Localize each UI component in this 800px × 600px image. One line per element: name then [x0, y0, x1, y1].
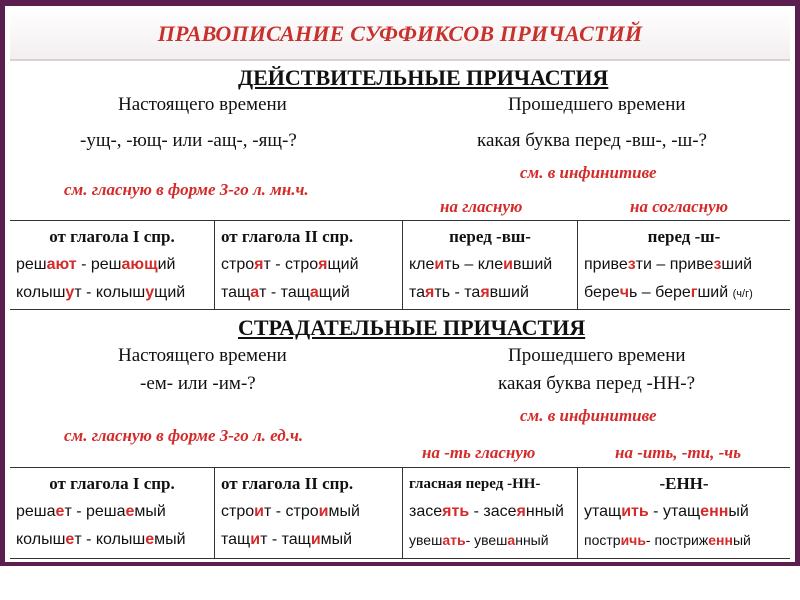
active-present-label: Настоящего времени: [118, 94, 287, 115]
text: ти – приве: [635, 256, 714, 273]
passive-cell-3-head: гласная перед -НН-: [409, 476, 541, 492]
text: - засе: [469, 503, 517, 520]
text: щий: [327, 256, 359, 273]
active-past-sub-consonant: на согласную: [630, 197, 729, 216]
text: т - колыш: [74, 284, 146, 301]
text: тащ: [221, 284, 251, 301]
text: - увеш: [465, 532, 508, 548]
highlight: г: [690, 284, 698, 301]
text: т - реша: [64, 503, 126, 520]
text: ший: [697, 284, 729, 301]
highlight: ять: [442, 503, 470, 520]
active-cell-3-line-1: [409, 251, 571, 279]
active-cell-1: [10, 221, 215, 309]
text: увеш: [409, 532, 443, 548]
text: кле: [409, 256, 435, 273]
page-title: ПРАВОПИСАНИЕ СУФФИКСОВ ПРИЧАСТИЙ: [157, 21, 643, 46]
active-present-hint: см. гласную в форме 3-го л. мн.ч.: [64, 180, 309, 199]
passive-past-question: какая буква перед -НН-?: [498, 373, 696, 394]
active-cell-2-line-1: [221, 251, 396, 279]
highlight: и: [250, 531, 261, 548]
highlight: ать: [442, 532, 466, 548]
highlight: е: [125, 503, 135, 520]
passive-past-sub-vowel: на -ть гласную: [422, 443, 536, 462]
passive-cell-2: [215, 468, 403, 558]
highlight: енн: [700, 503, 729, 520]
text: щий: [154, 284, 186, 301]
text: реша: [16, 503, 56, 520]
text: стро: [221, 256, 255, 273]
active-heading: ДЕЙСТВИТЕЛЬНЫЕ ПРИЧАСТИЯ: [238, 65, 609, 90]
highlight: и: [310, 531, 321, 548]
passive-cell-4-line-2: [584, 526, 784, 554]
active-cell-1-line-1: [16, 251, 208, 279]
highlight: и: [254, 503, 264, 520]
text: засе: [409, 503, 443, 520]
passive-heading: СТРАДАТЕЛЬНЫЕ ПРИЧАСТИЯ: [238, 315, 586, 340]
text: нный: [515, 532, 549, 548]
highlight: а: [507, 532, 516, 548]
page-title-bar: [10, 9, 790, 61]
passive-present-label: Настоящего времени: [118, 345, 287, 366]
highlight: ающ: [121, 256, 158, 273]
text: ый: [732, 532, 751, 548]
highlight: ить: [621, 503, 649, 520]
passive-cell-2-head: от глагола II спр.: [221, 474, 354, 493]
active-cell-3-line-2: [409, 279, 571, 307]
highlight: я: [516, 503, 526, 520]
text: т - тащ: [260, 531, 311, 548]
active-cell-2: [215, 221, 403, 309]
active-cell-4: [578, 221, 790, 309]
text: т - колыш: [74, 531, 146, 548]
active-cell-1-line-2: [16, 279, 208, 307]
passive-cell-4-line-1: [584, 498, 784, 526]
text: реш: [16, 256, 47, 273]
active-cell-4-head: перед -ш-: [647, 227, 721, 246]
passive-cell-4-head: -ЕНН-: [659, 474, 709, 493]
active-past-label: Прошедшего времени: [508, 94, 686, 115]
text: мый: [328, 503, 360, 520]
passive-past-hint: см. в инфинитиве: [520, 406, 657, 425]
text: вший: [489, 284, 529, 301]
passive-cell-2-line-2: [221, 526, 396, 554]
highlight: а: [309, 284, 319, 301]
highlight: а: [250, 284, 260, 301]
passive-cell-1-head: от глагола I спр.: [49, 474, 175, 493]
active-examples-row: [10, 220, 790, 310]
highlight: я: [425, 284, 435, 301]
text: - утащ: [648, 503, 701, 520]
text: вший: [512, 256, 553, 273]
active-cell-4-line-2: [584, 279, 784, 308]
text: колыш: [16, 284, 66, 301]
passive-cell-3-line-1: [409, 498, 571, 526]
passive-cell-3-line-2: [409, 526, 571, 554]
text: т - стро: [263, 256, 319, 273]
text: - реш: [76, 256, 122, 273]
active-past-sub-vowel: на гласную: [440, 197, 523, 216]
text: ть - та: [434, 284, 481, 301]
highlight: е: [145, 531, 155, 548]
passive-past-sub-consonant: на -ить, -ти, -чь: [615, 443, 741, 462]
rules-table: [10, 63, 790, 562]
active-cell-2-line-2: [221, 279, 396, 307]
passive-present-question: -ем- или -им-?: [140, 373, 256, 394]
highlight: з: [713, 256, 722, 273]
text: утащ: [584, 503, 622, 520]
text: мый: [320, 531, 353, 548]
text: щий: [318, 284, 350, 301]
active-cell-2-head: от глагола II спр.: [221, 227, 354, 246]
text: мый: [154, 531, 186, 548]
passive-cell-3: [403, 468, 578, 558]
text: мый: [134, 503, 166, 520]
text: ь – бере: [628, 284, 691, 301]
text: стро: [221, 503, 255, 520]
highlight: ичь: [620, 532, 646, 548]
text: - постриж: [645, 532, 709, 548]
passive-cell-1: [10, 468, 215, 558]
highlight: енн: [708, 532, 733, 548]
highlight: ают: [46, 256, 77, 273]
text: постр: [584, 532, 621, 548]
passive-cell-4: [578, 468, 790, 558]
highlight: и: [318, 503, 329, 520]
highlight: ч: [619, 284, 629, 301]
highlight: я: [318, 256, 328, 273]
passive-past-label: Прошедшего времени: [508, 345, 686, 366]
highlight: з: [627, 256, 636, 273]
highlight: у: [145, 284, 155, 301]
highlight: е: [65, 531, 75, 548]
text: ий: [157, 256, 176, 273]
note: (ч/г): [732, 288, 753, 300]
active-cell-1-head: от глагола I спр.: [49, 227, 175, 246]
highlight: и: [503, 256, 513, 273]
passive-cell-2-line-1: [221, 498, 396, 526]
text: та: [409, 284, 426, 301]
highlight: я: [254, 256, 264, 273]
text: ший: [721, 256, 753, 273]
highlight: и: [434, 256, 445, 273]
passive-cell-1-line-2: [16, 526, 208, 554]
active-cell-3: [403, 221, 578, 309]
highlight: я: [480, 284, 490, 301]
active-cell-3-head: перед -вш-: [449, 227, 531, 246]
passive-cell-1-line-1: [16, 498, 208, 526]
text: т - стро: [263, 503, 319, 520]
active-past-hint: см. в инфинитиве: [520, 163, 657, 182]
passive-examples-row: [10, 467, 790, 559]
text: ый: [728, 503, 749, 520]
text: колыш: [16, 531, 66, 548]
active-past-question: какая буква перед -вш-, -ш-?: [477, 130, 707, 151]
text: приве: [584, 256, 628, 273]
text: нный: [525, 503, 564, 520]
active-cell-4-line-1: [584, 251, 784, 279]
highlight: е: [55, 503, 65, 520]
active-present-question: -ущ-, -ющ- или -ащ-, -ящ-?: [80, 130, 297, 151]
text: т - тащ: [259, 284, 310, 301]
text: тащ: [221, 531, 251, 548]
highlight: у: [65, 284, 75, 301]
text: бере: [584, 284, 620, 301]
passive-present-hint: см. гласную в форме 3-го л. ед.ч.: [64, 426, 304, 445]
text: ть – кле: [444, 256, 504, 273]
